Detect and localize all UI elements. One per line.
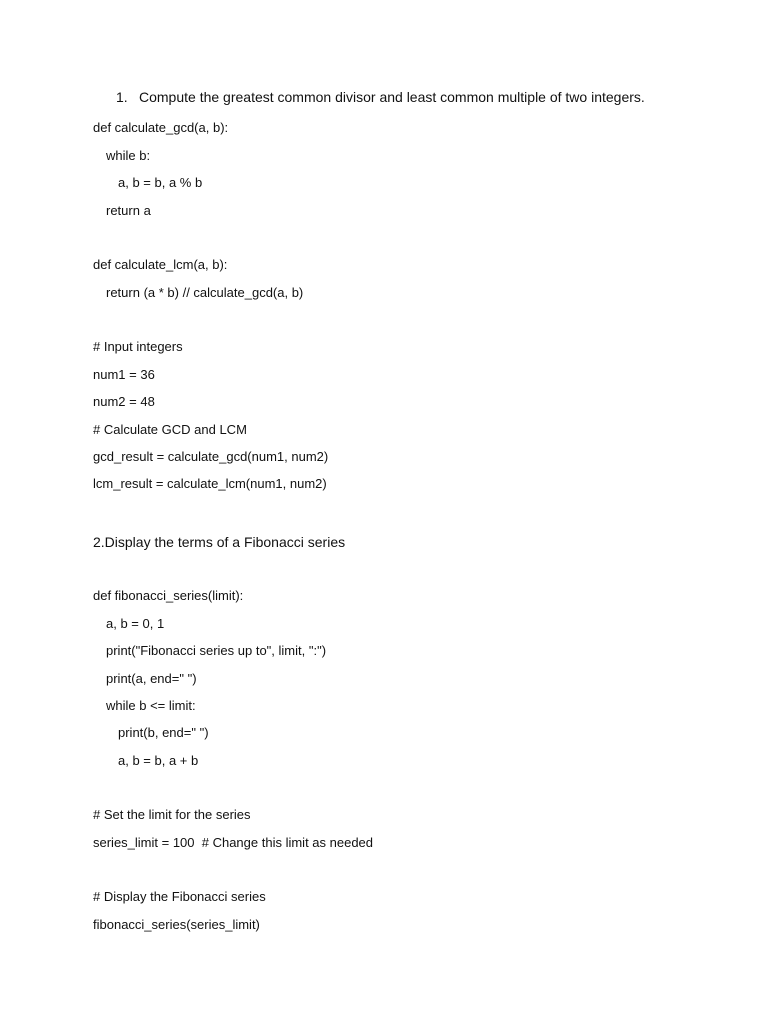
code-line: return (a * b) // calculate_gcd(a, b)	[106, 285, 304, 300]
code-line: a, b = 0, 1	[106, 616, 165, 631]
code-line: def calculate_gcd(a, b):	[93, 120, 229, 135]
code-comment: # Set the limit for the series	[93, 807, 251, 822]
code-line: print("Fibonacci series up to", limit, ":")	[106, 643, 327, 658]
code-line: gcd_result = calculate_gcd(num1, num2)	[93, 449, 329, 464]
code-line: fibonacci_series(series_limit)	[93, 917, 260, 932]
code-comment: # Display the Fibonacci series	[93, 889, 266, 904]
code-line: series_limit = 100 # Change this limit as needed	[93, 835, 374, 850]
code-line: lcm_result = calculate_lcm(num1, num2)	[93, 476, 327, 491]
list-number: 1.	[116, 89, 128, 105]
code-line: num1 = 36	[93, 367, 155, 382]
code-comment: # Calculate GCD and LCM	[93, 422, 247, 437]
code-line: print(a, end=" ")	[106, 671, 197, 686]
code-line: num2 = 48	[93, 394, 155, 409]
code-line: while b <= limit:	[106, 698, 196, 713]
section2-title: 2.Display the terms of a Fibonacci series	[93, 534, 346, 550]
code-line: a, b = b, a % b	[118, 175, 203, 190]
code-line: print(b, end=" ")	[118, 725, 209, 740]
code-line: def calculate_lcm(a, b):	[93, 257, 228, 272]
code-line: return a	[106, 203, 151, 218]
code-line: while b:	[106, 148, 151, 163]
section1-title: Compute the greatest common divisor and least common multiple of two integers.	[139, 89, 645, 105]
code-line: a, b = b, a + b	[118, 753, 199, 768]
code-line: def fibonacci_series(limit):	[93, 588, 244, 603]
code-comment: # Input integers	[93, 339, 183, 354]
